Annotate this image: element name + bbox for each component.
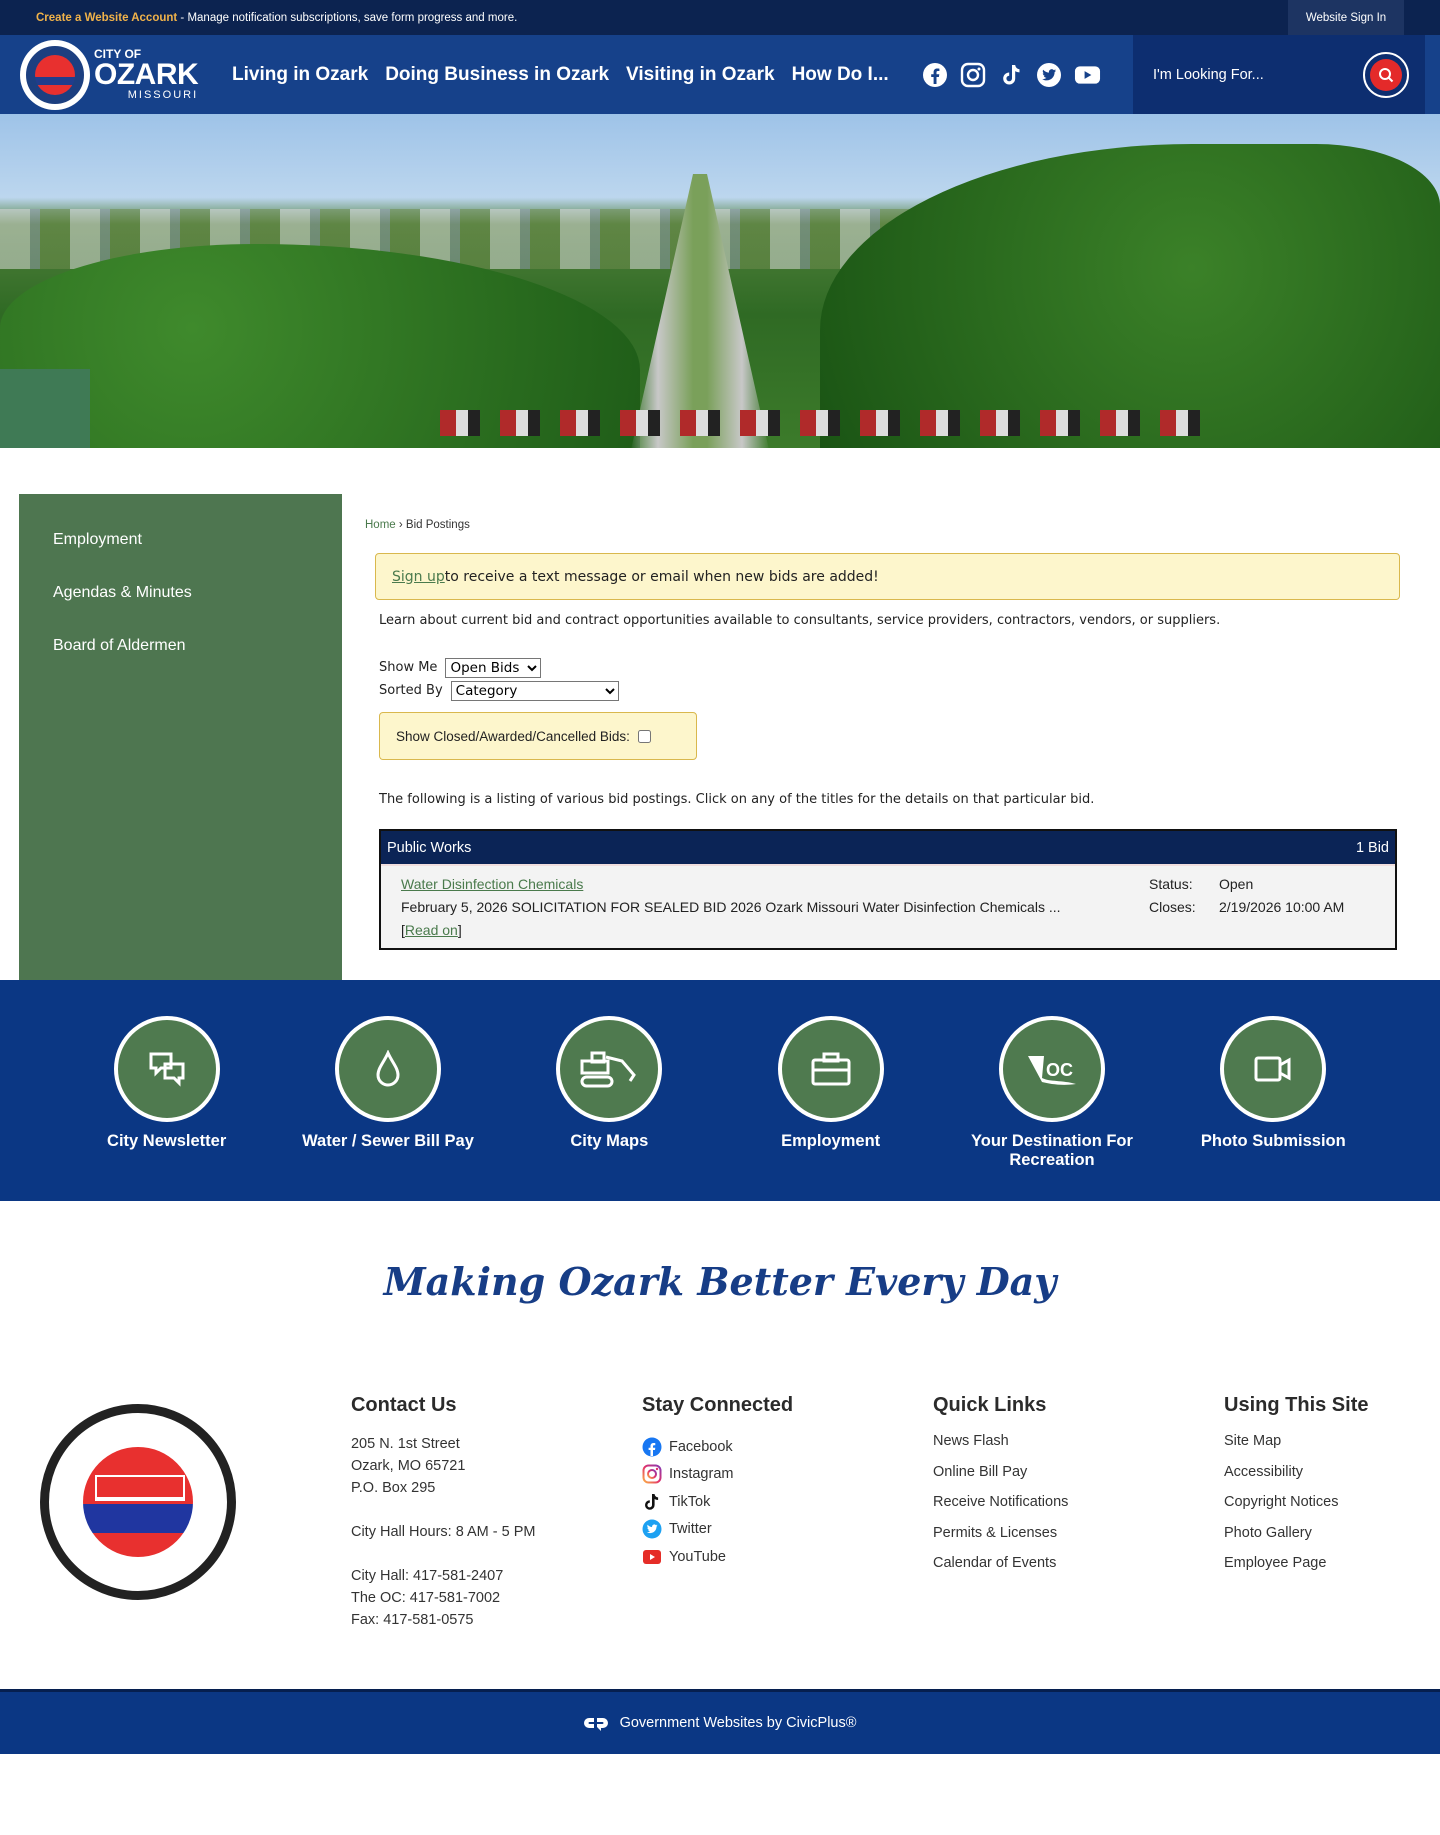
top-bar <box>0 0 1440 35</box>
sorted-by-label: Sorted By <box>379 683 443 698</box>
show-me-label: Show Me <box>379 660 438 675</box>
footer-link-permits-licenses[interactable]: Permits & Licenses <box>933 1524 1058 1541</box>
account-message: Create a Website Account - Manage notification subscriptions, save form progress and more. <box>36 11 518 24</box>
footer-instagram-link[interactable]: Instagram <box>642 1461 858 1489</box>
show-closed-label: Show Closed/Awarded/Cancelled Bids: <box>396 728 630 744</box>
show-closed-box <box>379 712 697 760</box>
footer-youtube-link[interactable]: YouTube <box>642 1543 858 1571</box>
sidebar-item-board-of-aldermen[interactable]: Board of Aldermen <box>53 637 186 654</box>
nav-how-do-i[interactable]: How Do I... <box>791 63 889 85</box>
footer-tiktok-link[interactable]: TikTok <box>642 1488 858 1516</box>
water-drop-icon <box>374 1050 402 1088</box>
sidebar <box>19 494 342 980</box>
show-me-select[interactable] <box>445 658 541 678</box>
bottom-bar <box>0 1689 1440 1754</box>
nav-visiting[interactable]: Visiting in Ozark <box>626 63 775 85</box>
bid-category-header <box>381 831 1395 864</box>
sign-in-button[interactable]: Website Sign In <box>1288 0 1404 35</box>
footer <box>0 1304 1440 1689</box>
bid-filters <box>379 656 1401 702</box>
footer-using-this-site: Using This Site Site Map Accessibility Copyright Notices Photo Gallery Employee Page <box>1224 1394 1440 1689</box>
bid-closes: 2/19/2026 10:00 AM <box>1219 899 1345 915</box>
search-button[interactable] <box>1363 52 1409 98</box>
tiktok-icon[interactable] <box>998 61 1025 88</box>
hero-banner-image <box>0 114 1440 448</box>
footer-quick-links: Quick Links News Flash Online Bill Pay Receive Notifications Permits & Licenses Calendar of Events <box>933 1394 1149 1689</box>
quick-link-city-maps[interactable]: City Maps <box>514 1016 704 1201</box>
create-account-link[interactable]: Create a Website Account <box>36 11 178 24</box>
city-seal-icon <box>40 1404 236 1600</box>
main-nav <box>232 64 906 86</box>
video-camera-icon <box>1253 1054 1293 1084</box>
quick-link-employment[interactable]: Employment <box>736 1016 926 1201</box>
breadcrumb-home[interactable]: Home <box>365 519 396 531</box>
bid-count: 1 Bid <box>1355 839 1389 856</box>
civicplus-logo-icon <box>584 1715 608 1731</box>
nav-business[interactable]: Doing Business in Ozark <box>385 63 610 85</box>
breadcrumb-current: Bid Postings <box>405 519 470 531</box>
footer-contact: Contact Us 205 N. 1st Street Ozark, MO 65721 P.O. Box 295 City Hall Hours: 8 AM - 5 PM City Hall: 417-581-2407 The OC: 417-581-7002 Fax: 417-581-0575 <box>350 1394 536 1628</box>
bid-postings-content <box>365 494 1401 980</box>
footer-facebook-link[interactable]: Facebook <box>642 1433 858 1461</box>
excavator-icon <box>578 1049 640 1089</box>
footer-link-online-bill-pay[interactable]: Online Bill Pay <box>933 1463 1028 1480</box>
bid-category-table <box>379 829 1397 950</box>
nav-living[interactable]: Living in Ozark <box>232 63 369 85</box>
twitter-icon <box>642 1519 662 1539</box>
site-header <box>0 35 1440 114</box>
quick-links-bar <box>0 980 1440 1201</box>
footer-twitter-link[interactable]: Twitter <box>642 1516 858 1544</box>
youtube-icon <box>642 1547 662 1567</box>
chat-bubbles-icon <box>147 1050 187 1088</box>
civicplus-link[interactable]: Government Websites by CivicPlus® <box>619 1715 857 1731</box>
instagram-icon[interactable] <box>960 61 987 88</box>
footer-link-calendar-of-events[interactable]: Calendar of Events <box>933 1555 1057 1571</box>
bid-status: Open <box>1219 876 1254 892</box>
intro-text: Learn about current bid and contract opportunities available to consultants, service providers, contractors, vendors, or suppliers. <box>379 613 1221 628</box>
search-icon <box>1378 67 1394 83</box>
city-seal-icon <box>20 40 90 110</box>
footer-link-receive-notifications[interactable]: Receive Notifications <box>933 1494 1069 1510</box>
sign-up-link[interactable]: Sign up <box>392 568 445 585</box>
facebook-icon[interactable] <box>922 61 949 88</box>
briefcase-icon <box>810 1051 852 1087</box>
footer-stay-connected: Stay Connected Facebook Instagram TikTok Twitter YouTube <box>642 1394 858 1689</box>
footer-link-copyright-notices[interactable]: Copyright Notices <box>1224 1494 1339 1510</box>
main-section <box>0 448 1440 980</box>
instagram-icon <box>642 1464 662 1484</box>
signup-notice: Sign up to receive a text message or email when new bids are added! <box>375 553 1400 600</box>
facebook-icon <box>642 1437 662 1457</box>
sidebar-item-agendas-minutes[interactable]: Agendas & Minutes <box>53 584 192 601</box>
quick-link-photo-submission[interactable]: Photo Submission <box>1178 1016 1368 1201</box>
bid-title-link[interactable]: Water Disinfection Chemicals <box>401 876 584 892</box>
tiktok-icon <box>642 1492 662 1512</box>
sidebar-item-employment[interactable]: Employment <box>53 531 142 548</box>
bid-summary: February 5, 2026 SOLICITATION FOR SEALED BID 2026 Ozark Missouri Water Disinfection Chemicals ... <box>401 899 1061 915</box>
listing-text: The following is a listing of various bid postings. Click on any of the titles for the details on that particular bid. <box>379 792 1095 807</box>
city-logo[interactable]: CITY OF OZARK MISSOURI <box>20 40 214 110</box>
sorted-by-select[interactable] <box>451 681 619 701</box>
category-name: Public Works <box>387 839 472 856</box>
twitter-icon[interactable] <box>1036 61 1063 88</box>
bid-row: Water Disinfection Chemicals February 5, 2026 SOLICITATION FOR SEALED BID 2026 Ozark Missouri Water Disinfection Chemicals ... [Read on] Status: Open Closes: 2/19/2026 10:00 AM <box>381 864 1395 948</box>
read-on-link[interactable]: Read on <box>404 922 458 938</box>
show-closed-checkbox[interactable] <box>638 730 651 743</box>
footer-link-accessibility[interactable]: Accessibility <box>1224 1463 1303 1480</box>
the-oc-logo-icon <box>1025 1050 1079 1088</box>
footer-link-site-map[interactable]: Site Map <box>1224 1433 1282 1449</box>
footer-link-employee-page[interactable]: Employee Page <box>1224 1555 1327 1571</box>
svg-text:OC: OC <box>1045 1060 1073 1080</box>
header-socials <box>922 61 1101 88</box>
footer-link-photo-gallery[interactable]: Photo Gallery <box>1224 1524 1312 1541</box>
quick-link-recreation[interactable]: OC Your Destination For Recreation <box>957 1016 1147 1201</box>
youtube-icon[interactable] <box>1074 61 1101 88</box>
footer-link-news-flash[interactable]: News Flash <box>933 1433 1009 1449</box>
breadcrumb: Home › Bid Postings <box>365 519 470 531</box>
search-input[interactable] <box>1153 67 1353 83</box>
tagline: Making Ozark Better Every Day <box>383 1259 1057 1304</box>
quick-link-city-newsletter[interactable]: City Newsletter <box>72 1016 262 1201</box>
quick-link-water-sewer[interactable]: Water / Sewer Bill Pay <box>293 1016 483 1201</box>
search-area <box>1133 35 1425 114</box>
